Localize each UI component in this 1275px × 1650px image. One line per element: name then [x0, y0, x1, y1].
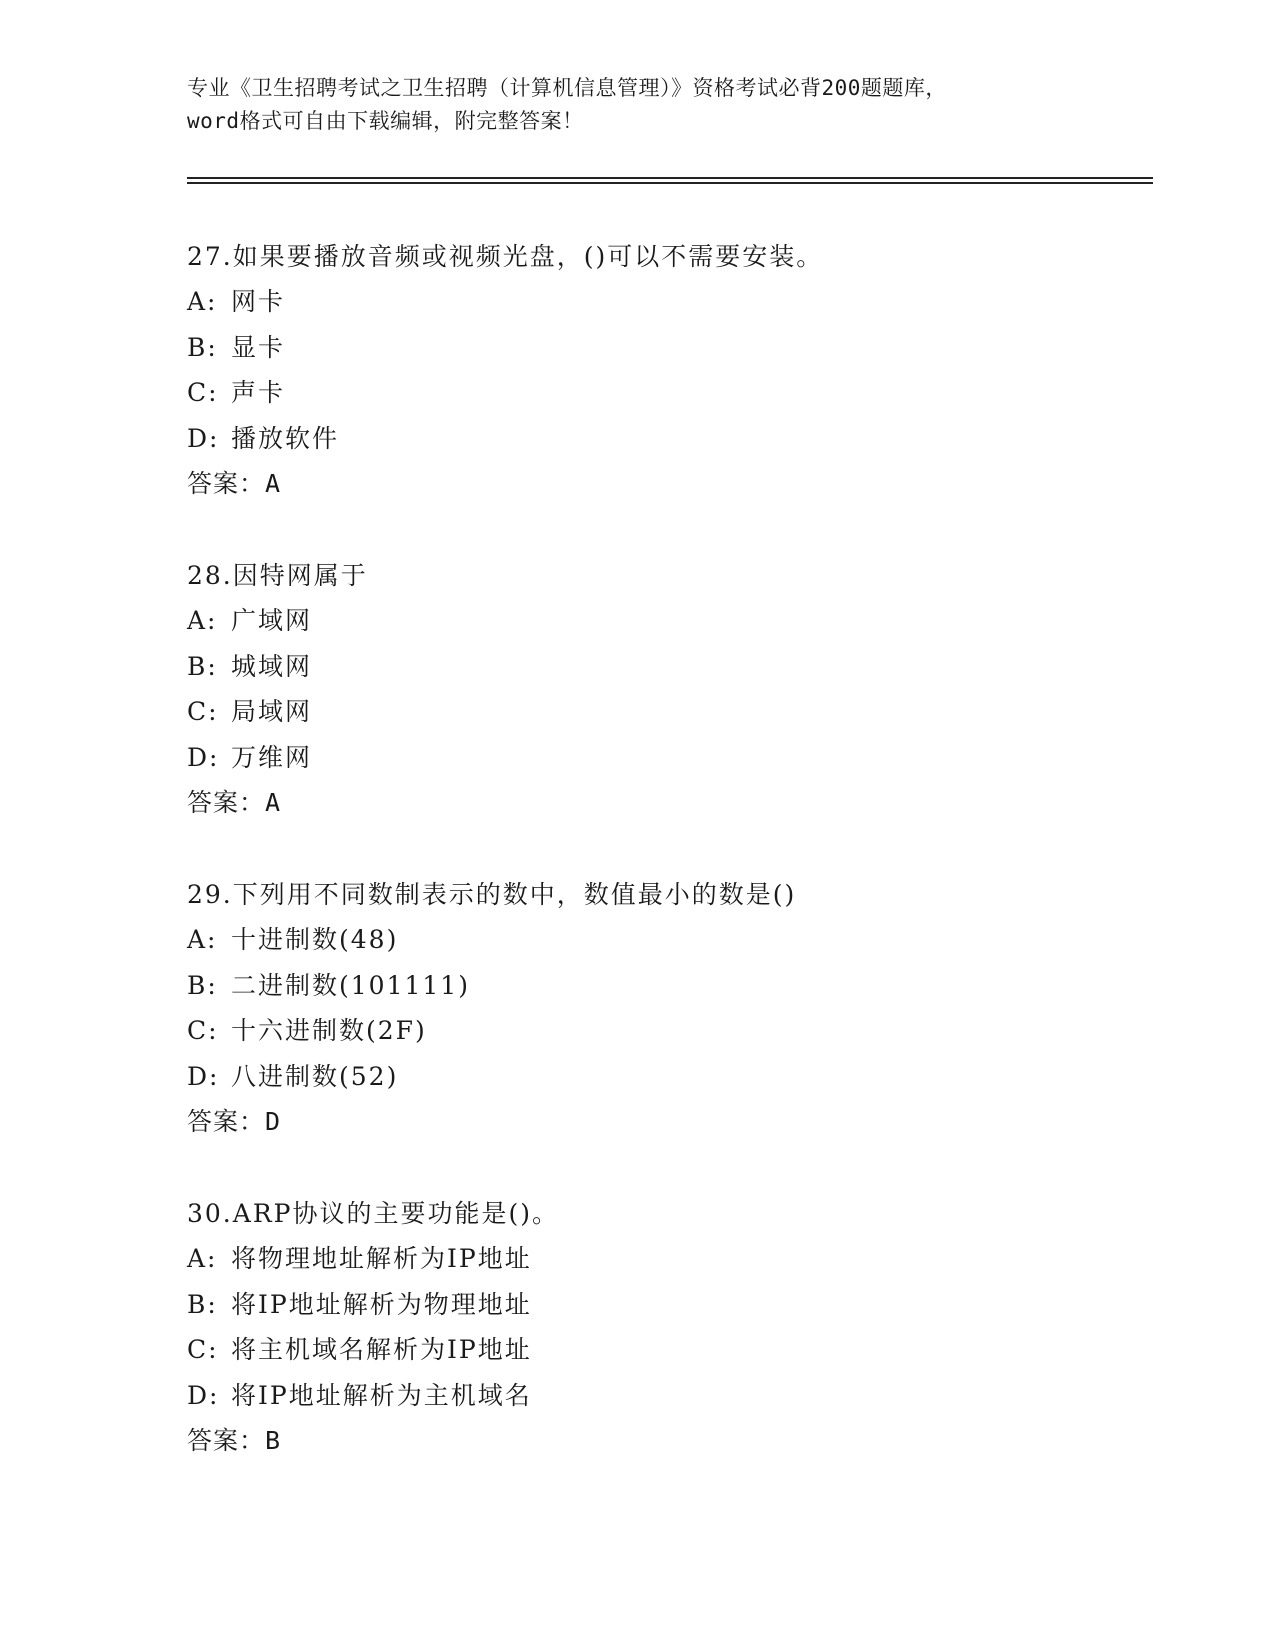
option-key: B:: [187, 1289, 218, 1319]
option-text: 万维网: [231, 742, 313, 772]
question-stem: 28.因特网属于: [187, 561, 368, 590]
option-a: [187, 598, 1147, 643]
option-text: 局域网: [231, 697, 313, 727]
header-title-line-1: 专业《卫生招聘考试之卫生招聘（计算机信息管理）》资格考试必背200题题库，: [187, 76, 947, 100]
answer-line: 答案：D: [187, 1106, 282, 1136]
question-stem: 29.下列用不同数制表示的数中，数值最小的数是(): [187, 880, 797, 909]
option-key: D:: [187, 742, 220, 772]
option-text: 显卡: [231, 332, 286, 362]
option-text: 广域网: [231, 606, 313, 636]
answer-line: 答案：B: [187, 1425, 282, 1455]
option-b: [187, 963, 1147, 1008]
option-text: 十进制数(48): [231, 925, 399, 955]
option-d: [187, 1054, 1147, 1099]
question-stem: 30.ARP协议的主要功能是()。: [187, 1199, 559, 1228]
option-key: A:: [187, 606, 218, 636]
option-text: 将IP地址解析为主机域名: [231, 1380, 532, 1410]
header-divider-top: [187, 177, 1153, 179]
option-b: [187, 325, 1147, 370]
option-d: [187, 416, 1147, 461]
option-key: D:: [187, 1061, 220, 1091]
option-b: [187, 1282, 1147, 1327]
answer-line: 答案：A: [187, 787, 282, 817]
option-text: 将主机域名解析为IP地址: [231, 1335, 532, 1365]
option-key: C:: [187, 1335, 219, 1365]
option-a: [187, 279, 1147, 324]
header-title-line-2: word格式可自由下载编辑，附完整答案！: [187, 109, 584, 133]
option-key: B:: [187, 651, 218, 681]
question-30: [187, 1191, 1147, 1463]
option-key: D:: [187, 423, 220, 453]
question-29: [187, 872, 1147, 1144]
option-text: 播放软件: [231, 423, 340, 453]
option-key: B:: [187, 332, 218, 362]
option-text: 声卡: [231, 378, 286, 408]
option-key: A:: [187, 925, 218, 955]
option-text: 二进制数(101111): [231, 970, 470, 1000]
option-key: B:: [187, 970, 218, 1000]
option-c: [187, 1327, 1147, 1372]
option-d: [187, 735, 1147, 780]
option-key: C:: [187, 1016, 219, 1046]
option-text: 网卡: [231, 287, 286, 317]
question-28: [187, 553, 1147, 825]
question-27: [187, 234, 1147, 506]
header-divider-bottom: [187, 182, 1153, 184]
answer-line: 答案：A: [187, 468, 282, 498]
option-c: [187, 370, 1147, 415]
option-text: 八进制数(52): [231, 1061, 399, 1091]
option-a: [187, 917, 1147, 962]
option-text: 将物理地址解析为IP地址: [231, 1244, 532, 1274]
question-stem: 27.如果要播放音频或视频光盘，()可以不需要安装。: [187, 242, 824, 271]
option-key: D:: [187, 1380, 220, 1410]
option-text: 十六进制数(2F): [231, 1016, 427, 1046]
option-text: 将IP地址解析为物理地址: [231, 1289, 532, 1319]
option-d: [187, 1373, 1147, 1418]
option-text: 城域网: [231, 651, 313, 681]
option-key: C:: [187, 378, 219, 408]
option-key: A:: [187, 287, 218, 317]
option-b: [187, 644, 1147, 689]
option-key: A:: [187, 1244, 218, 1274]
option-a: [187, 1236, 1147, 1281]
option-c: [187, 689, 1147, 734]
option-key: C:: [187, 697, 219, 727]
document-header: [187, 72, 1087, 138]
option-c: [187, 1008, 1147, 1053]
